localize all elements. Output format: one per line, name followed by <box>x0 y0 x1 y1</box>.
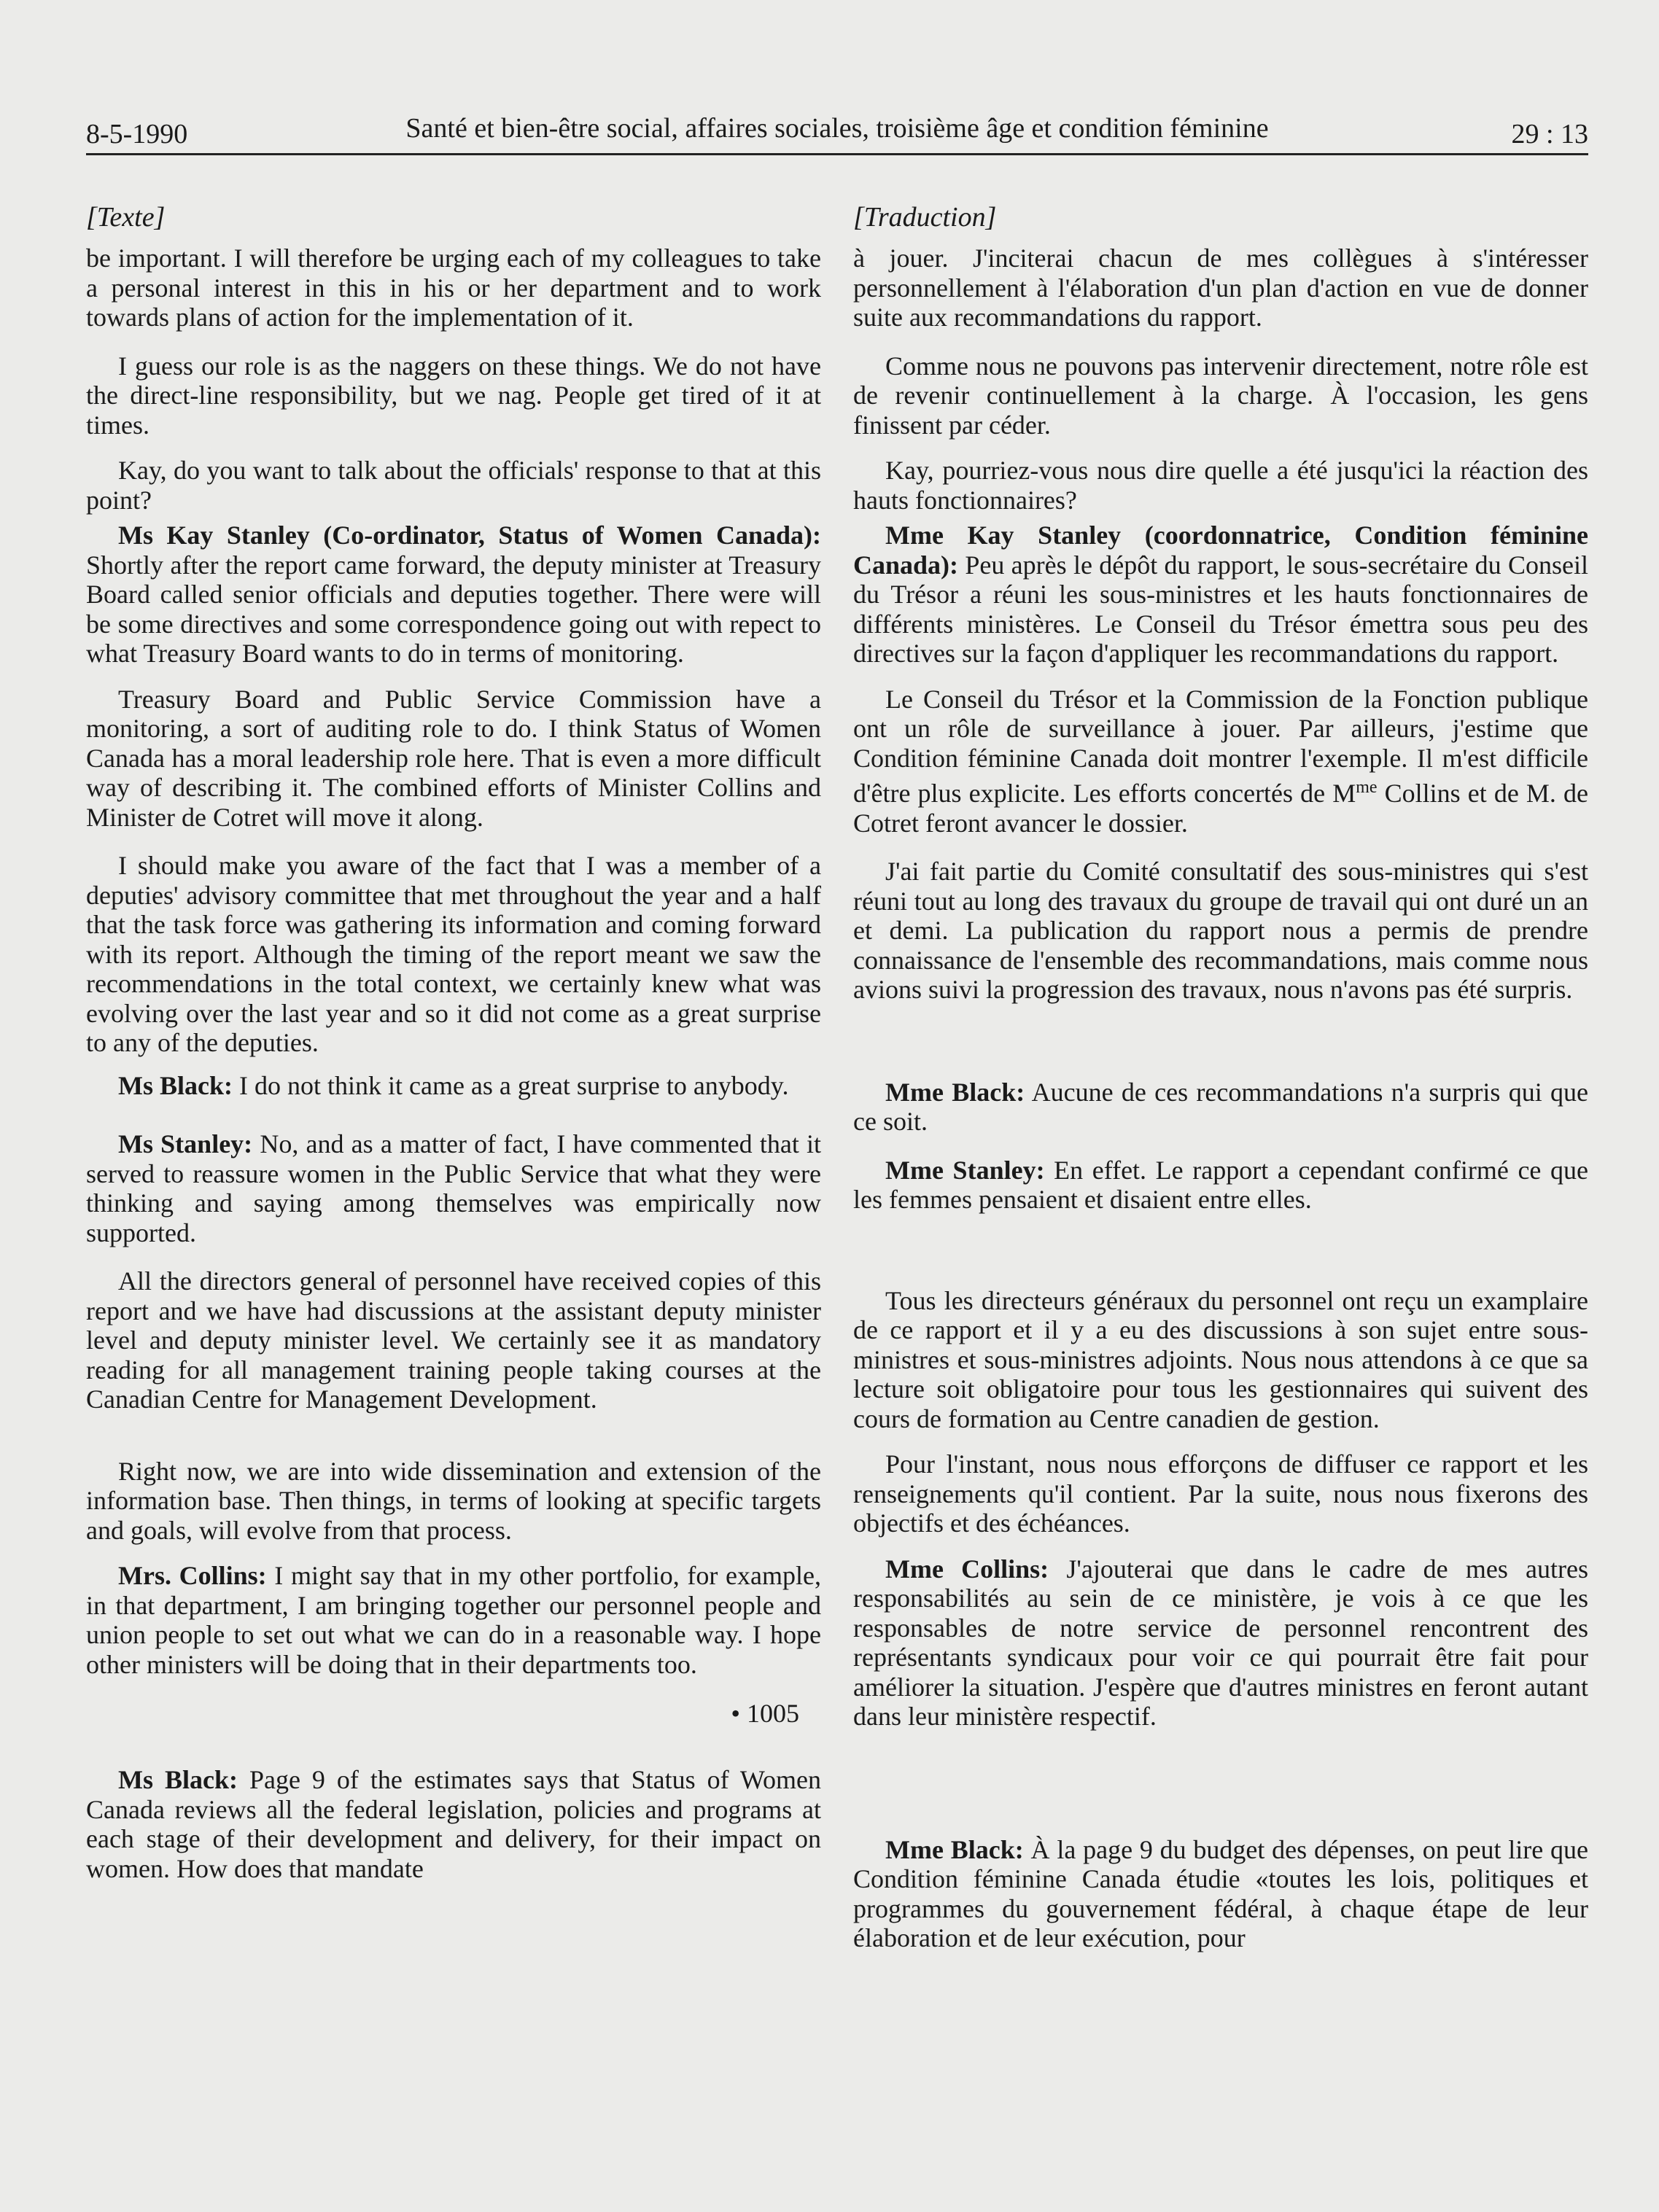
column-tag: [Traduction] <box>853 202 997 233</box>
paragraph: Right now, we are into wide dissemination and extension of the information base. Then things, in terms of looking at specific targets and goals, will evolve from that process. <box>86 1456 821 1545</box>
column-tag: [Texte] <box>86 202 166 233</box>
paragraph: J'ai fait partie du Comité consultatif des sous-ministres qui s'est réuni tout au long des travaux du groupe de travail qui ont duré un an et demi. La publication du rapport nous a permis de prendre connaissance de l'ensemble des recommandations, mais comme nous avions suivi la progression des travaux, nous n'avons pas été surpris. <box>853 857 1588 1004</box>
header-title: Santé et bien-être social, affaires sociales, troisième âge et condition féminine <box>405 113 1269 144</box>
paragraph: All the directors general of personnel have received copies of this report and we have had discussions at the assistant deputy minister level and deputy minister level. We certainly see it as mandatory reading for all management training people taking courses at the Canadian Centre for Management Development. <box>86 1266 821 1414</box>
speaker-name: Ms Black: <box>118 1070 233 1100</box>
paragraph: Le Conseil du Trésor et la Commission de la Fonction publique ont un rôle de surveillance à jouer. Par ailleurs, j'estime que Condition féminine Canada doit montrer l'exemple. Il m'est difficile d'être plus explicite. Les efforts concertés de $M^{me}$ Collins et de M. de Cotret feront avancer le dossier. <box>853 684 1588 838</box>
speaker-name: Ms Black: <box>118 1765 238 1794</box>
paragraph: Comme nous ne pouvons pas intervenir directement, notre rôle est de revenir continuellement à la charge. À l'occasion, les gens finissent par céder. <box>853 351 1588 440</box>
header-page-number: 29 : 13 <box>1511 119 1588 149</box>
speaker-name: Ms Kay Stanley (Co-ordinator, Status of Women Canada): <box>118 521 821 550</box>
speaker-paragraph: Ms Black: Page 9 of the estimates says that Status of Women Canada reviews all the federal legislation, policies and programs at each stage of their development and delivery, for their impact on women. How does that mandate <box>86 1765 821 1883</box>
time-marker: • 1005 <box>731 1699 799 1728</box>
speaker-paragraph: Mme Black: Aucune de ces recommandations n'a surpris qui que ce soit. <box>853 1077 1589 1136</box>
speaker-paragraph: Mrs. Collins: I might say that in my other portfolio, for example, in that department, I am bringing together our personnel people and union people to set out what we can do in a reasonable way. I hope other ministers will be doing that in their departments too. <box>86 1561 821 1679</box>
speaker-name: Mme Stanley: <box>885 1155 1045 1185</box>
speaker-name: Ms Stanley: <box>118 1129 253 1158</box>
speaker-name: Mrs. Collins: <box>118 1561 267 1590</box>
speaker-name: Mme Black: <box>885 1834 1024 1864</box>
paragraph: Pour l'instant, nous nous efforçons de diffuser ce rapport et les renseignements qu'il contient. Par la suite, nous nous fixerons des objectifs et des échéances. <box>853 1449 1588 1538</box>
speaker-paragraph: Mme Collins: J'ajouterai que dans le cadre de mes autres responsabilités au sein de ce ministère, je vois à ce que les responsables de notre service de personnel rencontrent des représentants syndicaux pour voir ce qui pourrait être fait pour améliorer la situation. J'espère que d'autres ministres en feront autant dans leur ministère respectif. <box>853 1554 1588 1731</box>
speaker-name: Mme Kay Stanley (coordonnatrice, Condition féminine Canada): <box>853 521 1588 580</box>
header-date: 8-5-1990 <box>86 119 188 149</box>
paragraph: à jouer. J'inciterai chacun de mes collègues à s'intéresser personnellement à l'élaboration d'un plan d'action en vue de donner suite aux recommandations du rapport. <box>853 244 1588 332</box>
speaker-name: Mme Collins: <box>885 1554 1049 1584</box>
paragraph: Kay, do you want to talk about the officials' response to that at this point? <box>86 456 821 515</box>
speaker-paragraph: Mme Kay Stanley (coordonnatrice, Condition féminine Canada): Peu après le dépôt du rapport, le sous-secrétaire du Conseil du Trésor a réuni les sous-ministres et les hauts fonctionnaires de différents ministères. Le Conseil du Trésor émettra sous peu des directives sur la façon d'appliquer les recommandations du rapport. <box>853 521 1588 668</box>
speaker-paragraph: Ms Black: I do not think it came as a great surprise to anybody. <box>118 1070 789 1100</box>
page-header <box>86 109 1588 155</box>
speaker-name: Mme Black: <box>885 1077 1025 1107</box>
speaker-paragraph: Ms Stanley: No, and as a matter of fact, I have commented that it served to reassure women in the Public Service that what they were thinking and saying among themselves was empirically now supported. <box>86 1129 821 1247</box>
paragraph: be important. I will therefore be urging each of my colleagues to take a personal interest in this in his or her department and to work towards plans of action for the implementation of it. <box>86 244 821 332</box>
paragraph: Tous les directeurs généraux du personnel ont reçu un examplaire de ce rapport et il y a eu des discussions à son sujet entre sous-ministres et sous-ministres adjoints. Nous nous attendons à ce que sa lecture soit obligatoire pour tous les gestionnaires qui suivent des cours de formation au Centre canadien de gestion. <box>853 1285 1588 1433</box>
paragraph: I should make you aware of the fact that I was a member of a deputies' advisory committee that met throughout the year and a half that the task force was gathering its information and coming forward with its report. Although the timing of the report meant we saw the recommendations in the total context, we certainly knew what was evolving over the last year and so it did not come as a great surprise to any of the deputies. <box>86 851 821 1057</box>
paragraph: I guess our role is as the naggers on these things. We do not have the direct-line responsibility, but we nag. People get tired of it at times. <box>86 351 821 440</box>
paragraph: Kay, pourriez-vous nous dire quelle a été jusqu'ici la réaction des hauts fonctionnaires? <box>853 456 1588 515</box>
speaker-paragraph: Mme Stanley: En effet. Le rapport a cependant confirmé ce que les femmes pensaient et disaient entre elles. <box>853 1155 1589 1214</box>
paragraph: Treasury Board and Public Service Commission have a monitoring, a sort of auditing role to do. I think Status of Women Canada has a moral leadership role here. That is even a more difficult way of describing it. The combined efforts of Minister Collins and Minister de Cotret will move it along. <box>86 684 821 832</box>
english-column <box>86 201 821 1883</box>
speaker-paragraph: Mme Black: À la page 9 du budget des dépenses, on peut lire que Condition féminine Canada étudie «toutes les lois, politiques et programmes du gouvernement fédéral, à chaque étape de leur élaboration et de leur exécution, pour <box>853 1834 1589 1952</box>
french-column <box>853 201 1588 1953</box>
speaker-paragraph: Ms Kay Stanley (Co-ordinator, Status of Women Canada): Shortly after the report came forward, the deputy minister at Treasury Board called senior officials and deputies together. There were will be some directives and some correspondence going out with repect to what Treasury Board wants to do in terms of monitoring. <box>86 521 821 668</box>
